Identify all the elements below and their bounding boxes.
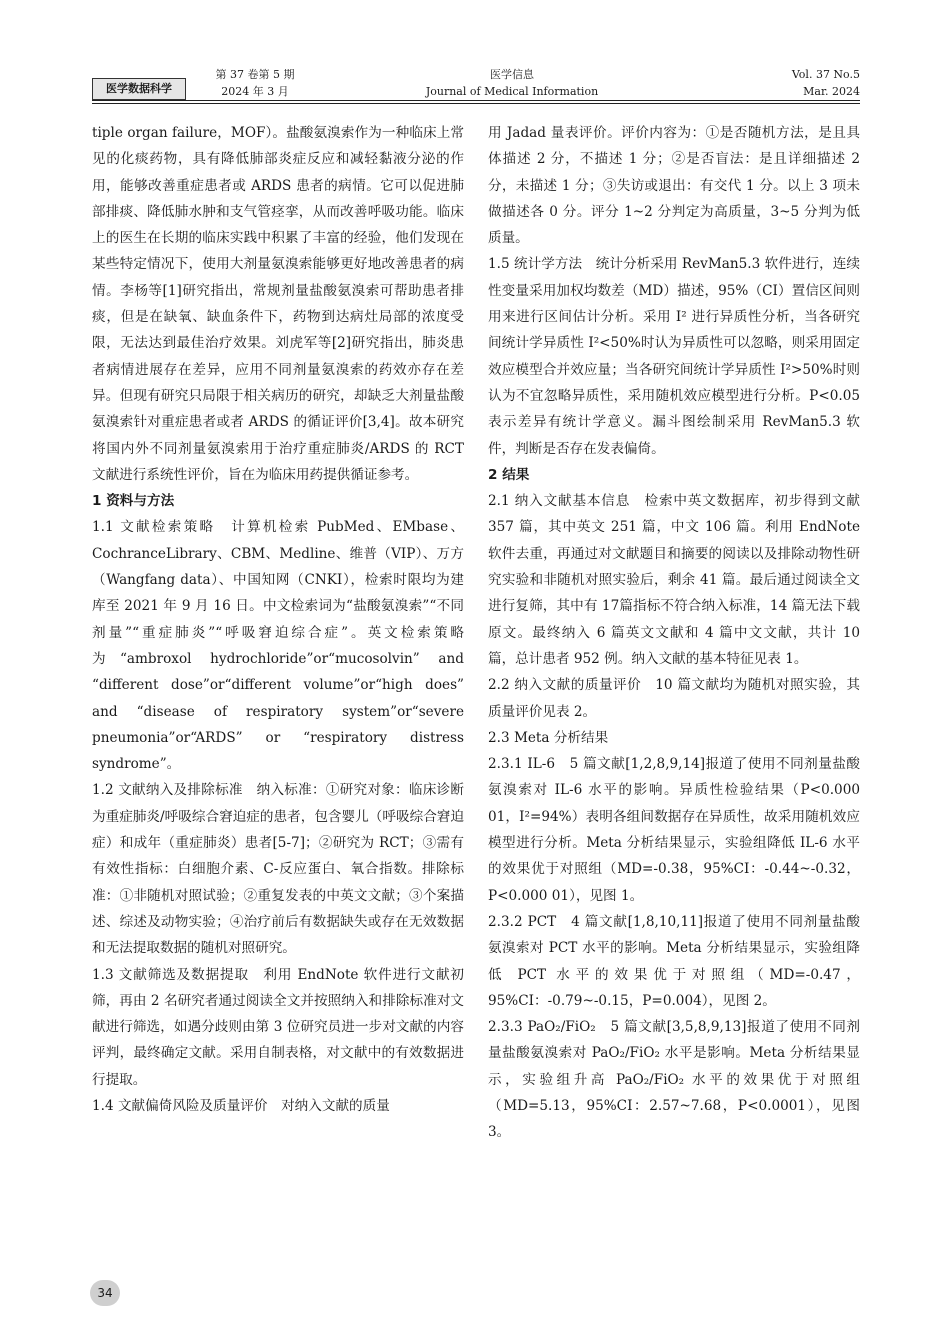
- header-rule-secondary: [92, 103, 860, 104]
- journal-title: [372, 66, 652, 100]
- paragraph: 2.3.2 PCT 4 篇文献[1,8,10,11]报道了使用不同剂量盐酸氨溴索对 PCT 水平的影响。Meta 分析结果显示，实验组降低 PCT 水平的效果优于对照组（MD=-0.47，95%CI：-0.79~-0.15，P=0.004），见图 2。: [488, 913, 860, 1009]
- paragraph: 2.1 纳入文献基本信息 检索中英文数据库，初步得到文献 357 篇，其中英文 251 篇，中文 106 篇。利用 EndNote 软件去重，再通过对文献题目和摘要的阅读以及排除动物性研究实验和非随机对照实验后，剩余 41 篇。最后通过阅读全文进行复筛，其中有 17篇指标不符合纳入标准，14 篇无法下载原文。最终纳入 6 篇英文文献和 4 篇中文文献，共计 10 篇，总计患者 952 例。纳入文献的基本特征见表 1。: [488, 493, 860, 667]
- paragraph: 1.1 文献检索策略 计算机检索 PubMed、EMbase、CochranceLibrary、CBM、Medline、维普（VIP）、万方（Wangfang data）、中国知网（CNKI），检索时限均为建库至 2021 年 9 月 16 日。中文检索词为“盐酸氨溴索”“不同剂量”“重症肺炎”“呼吸窘迫综合症”。英文检索策略为“ambroxol hydrochloride”or“mucosolvin” and “different dose”or“different volume”or“high does” and “disease of respiratory system”or“severe pneumonia”or“ARDS” or “respiratory distress syndrome”。: [92, 519, 464, 773]
- left-column: [92, 120, 464, 1119]
- right-column: [488, 120, 860, 1146]
- page-header: [92, 64, 860, 104]
- volume-issue-en: Vol. 37 No.5: [791, 68, 860, 81]
- section-heading: 1 资料与方法: [92, 493, 175, 510]
- paragraph: 1.2 文献纳入及排除标准 纳入标准：①研究对象：临床诊断为重症肺炎/呼吸综合窘迫症的患者，包含婴儿（呼吸综合窘迫症）和成年（重症肺炎）患者[5-7]；②研究为 RCT；③需有有效性指标：白细胞介素、C-反应蛋白、氧合指数。排除标准：①非随机对照试验；②重复发表的中英文文献；③个案描述、综述及动物实验；④治疗前后有数据缺失或存在无效数据和无法提取数据的随机对照研究。: [92, 782, 464, 957]
- paragraph: 2.2 纳入文献的质量评价 10 篇文献均为随机对照实验，其质量评价见表 2。: [488, 677, 860, 720]
- paragraph: 1.5 统计学方法 统计分析采用 RevMan5.3 软件进行，连续性变量采用加权均数差（MD）描述，95%（CI）置信区间则用来进行区间估计分析。采用 I² 进行异质性分析，当各研究间统计学异质性 I²<50%时认为异质性可以忽略，则采用固定效应模型合并效应量；当各研究间统计学异质性 I²>50%时则认为不宜忽略异质性，采用随机效应模型进行分析。P<0.05 表示差异有统计学意义。漏斗图绘制采用 RevMan5.3 软件，判断是否存在发表偏倚。: [488, 256, 860, 457]
- issue-info-en: [792, 66, 860, 100]
- journal-title-cn: 医学信息: [490, 68, 534, 81]
- paragraph: 2.3 Meta 分析结果: [488, 729, 609, 746]
- page-number: 34: [90, 1280, 120, 1306]
- paragraph: 2.3.1 IL-6 5 篇文献[1,2,8,9,14]报道了使用不同剂量盐酸氨溴索对 IL-6 水平的影响。异质性检验结果（P<0.000 01，I²=94%）表明各组间数据存在异质性，故采用随机效应模型进行分析。Meta 分析结果显示，实验组降低 IL-6 水平的效果优于对照组（MD=-0.38，95%CI：-0.44~-0.32，P<0.000 01），见图 1。: [488, 756, 860, 904]
- journal-title-en: Journal of Medical Information: [425, 85, 599, 98]
- section-heading: 2 结果: [488, 466, 530, 483]
- issue-info: [210, 66, 300, 100]
- issue-date: 2024 年 3 月: [221, 85, 289, 98]
- section-badge: 医学数据科学: [92, 78, 186, 100]
- issue-date-en: Mar. 2024: [803, 85, 860, 98]
- header-rule: [92, 100, 860, 101]
- paragraph: 1.4 文献偏倚风险及质量评价 对纳入文献的质量: [92, 1097, 390, 1114]
- paragraph: 1.3 文献筛选及数据提取 利用 EndNote 软件进行文献初筛，再由 2 名研究者通过阅读全文并按照纳入和排除标准对文献进行筛选，如遇分歧则由第 3 位研究员进一步对文献的内容评判，最终确定文献。采用自制表格，对文献中的有效数据进行提取。: [92, 966, 464, 1088]
- paragraph: 2.3.3 PaO₂/FiO₂ 5 篇文献[3,5,8,9,13]报道了使用不同剂量盐酸氨溴索对 PaO₂/FiO₂ 水平是影响。Meta 分析结果显示，实验组升高 PaO₂/FiO₂ 水平的效果优于对照组（MD=5.13，95%CI：2.57~7.68，P<0.0001），见图 3。: [488, 1019, 860, 1141]
- paragraph: tiple organ failure，MOF）。盐酸氨溴索作为一种临床上常见的化痰药物，具有降低肺部炎症反应和减轻黏液分泌的作用，能够改善重症患者或 ARDS 患者的病情。它可以促进肺部排痰、降低肺水肿和支气管痉挛，从而改善呼吸功能。临床上的医生在长期的临床实践中积累了丰富的经验，他们发现在某些特定情况下，使用大剂量氨溴索能够更好地改善患者的病情。李杨等[1]研究指出，常规剂量盐酸氨溴索可帮助患者排痰，但是在缺氧、缺血条件下，药物到达病灶局部的浓度受限，无法达到最佳治疗效果。刘虎军等[2]研究指出，肺炎患者病情进展存在差异，应用不同剂量氨溴索的药效亦存在差异。但现有研究只局限于相关病历的研究，却缺乏大剂量盐酸氨溴索针对重症患者或者 ARDS 的循证评价[3,4]。故本研究将国内外不同剂量氨溴索用于治疗重症肺炎/ARDS 的 RCT 文献进行系统性评价，旨在为临床用药提供循证参考。: [92, 125, 464, 483]
- volume-issue: 第 37 卷第 5 期: [215, 68, 295, 81]
- paragraph: 用 Jadad 量表评价。评价内容为：①是否随机方法，是且具体描述 2 分，不描述 1 分；②是否盲法：是且详细描述 2 分，未描述 1 分；③失访或退出：有交代 1 分。以上 3 项未做描述各 0 分。评分 1~2 分判定为高质量，3~5 分判为低质量。: [488, 125, 860, 247]
